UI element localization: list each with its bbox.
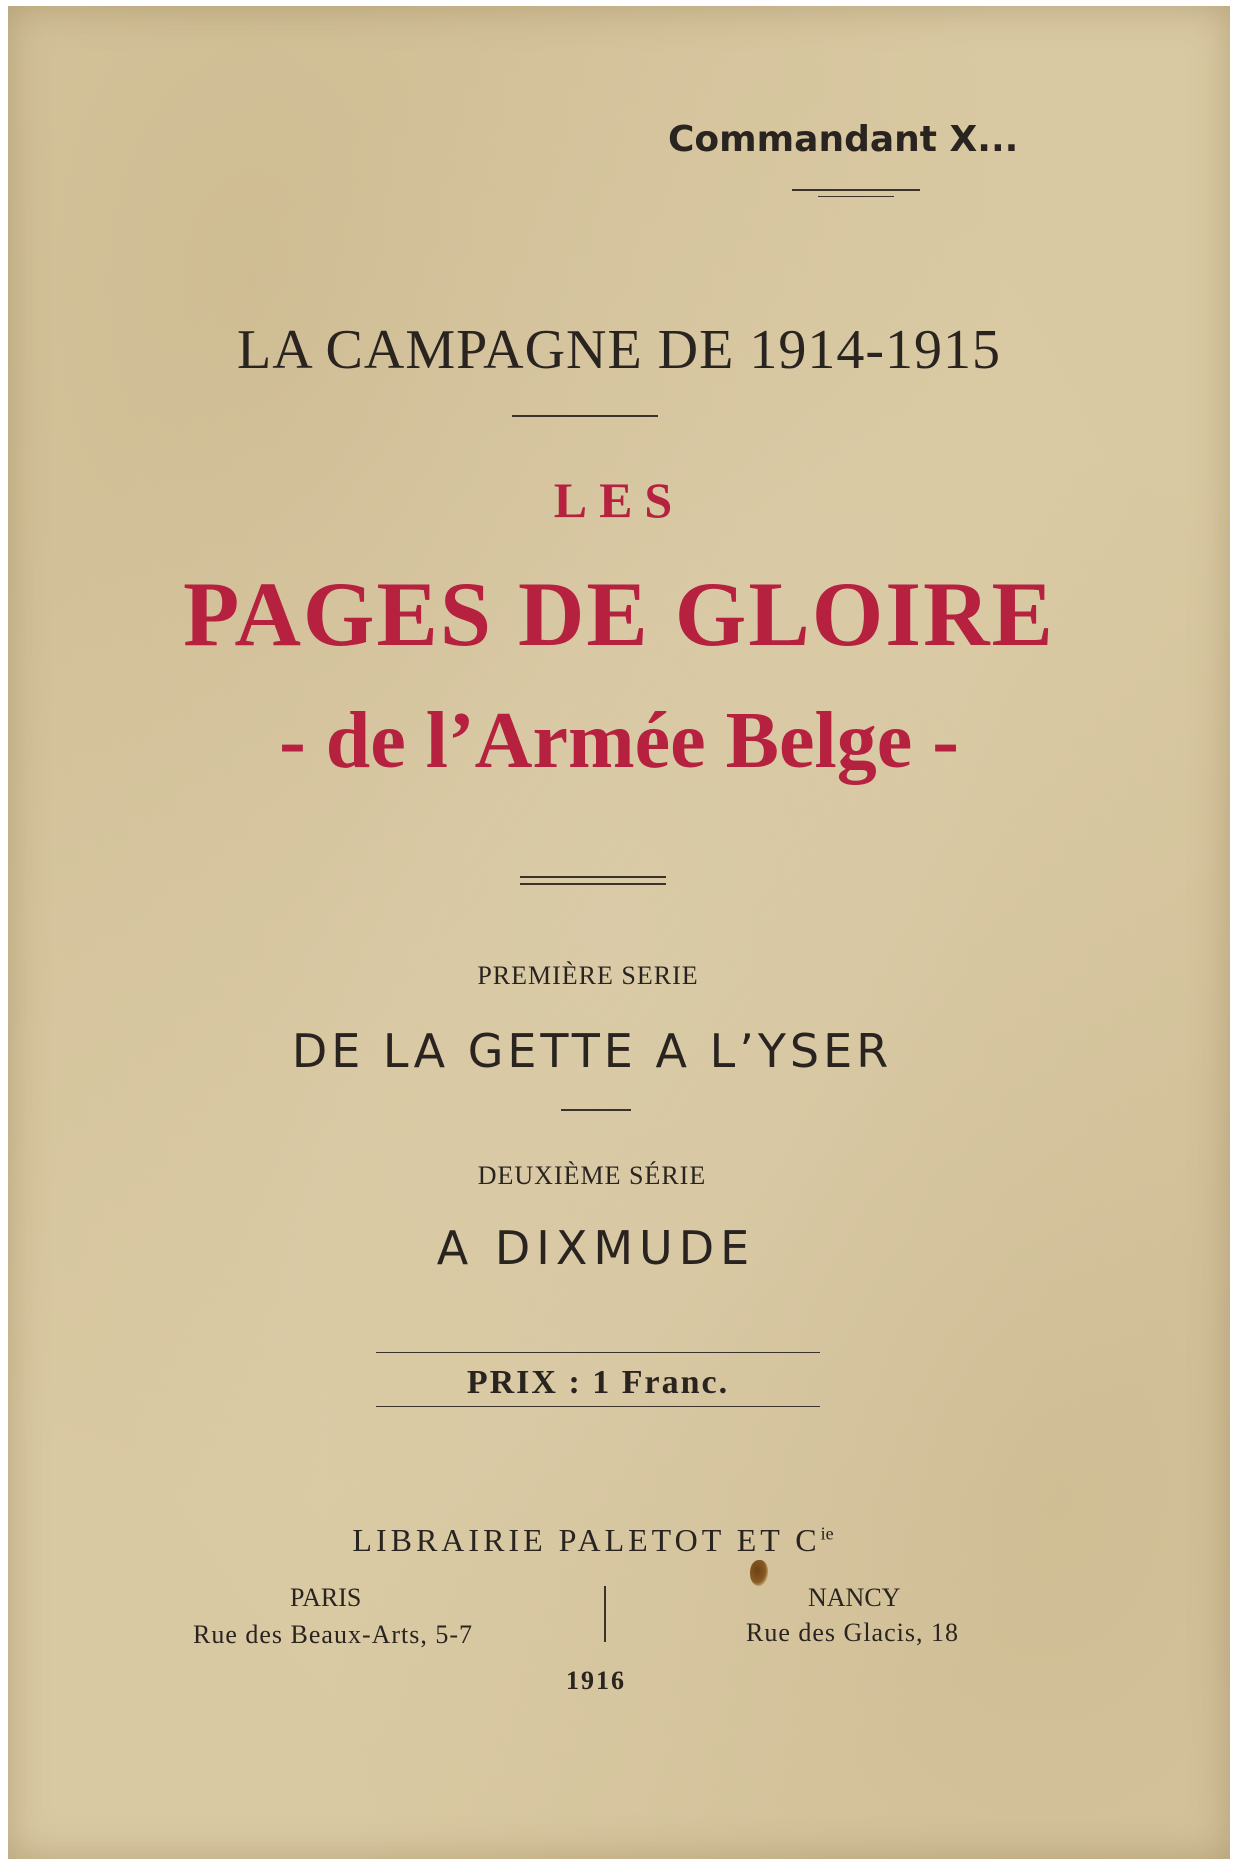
publisher-name-text: LIBRAIRIE PALETOT ET C (352, 1522, 821, 1558)
paris-city: PARIS (290, 1583, 362, 1612)
price-label: PRIX : 1 Franc. (466, 1364, 730, 1401)
author-divider (792, 189, 920, 191)
title-double-rule-bottom (520, 883, 666, 885)
series-divider (561, 1109, 631, 1111)
publisher-center-divider (604, 1586, 606, 1642)
title-double-rule-top (520, 876, 666, 878)
nancy-city: NANCY (808, 1583, 901, 1612)
series-1-label: PREMIÈRE SERIE (477, 961, 699, 990)
price-rule-top (376, 1352, 820, 1353)
nancy-address: Rue des Glacis, 18 (746, 1618, 959, 1647)
publisher-name (8, 1522, 1178, 1559)
title-les: LES (553, 472, 685, 528)
book-cover (8, 6, 1230, 1859)
paris-address: Rue des Beaux-Arts, 5-7 (193, 1620, 474, 1649)
series-2-name: A DIXMUDE (436, 1221, 756, 1275)
series-2-label: DEUXIÈME SÉRIE (477, 1161, 707, 1190)
price-rule-bottom (376, 1406, 820, 1407)
series-1-name: DE LA GETTE A L’YSER (291, 1024, 893, 1078)
campaign-heading: LA CAMPAGNE DE 1914-1915 (237, 319, 1001, 381)
ink-stain (750, 1560, 768, 1586)
author-divider-short (818, 196, 894, 197)
title-armee-belge: - de l’Armée Belge - (279, 697, 959, 785)
title-pages-de-gloire: PAGES DE GLOIRE (183, 563, 1055, 665)
campaign-divider (512, 415, 658, 417)
publisher-name-suffix: ie (820, 1523, 834, 1544)
publication-year: 1916 (566, 1666, 626, 1695)
author-name: Commandant X... (668, 119, 1019, 160)
